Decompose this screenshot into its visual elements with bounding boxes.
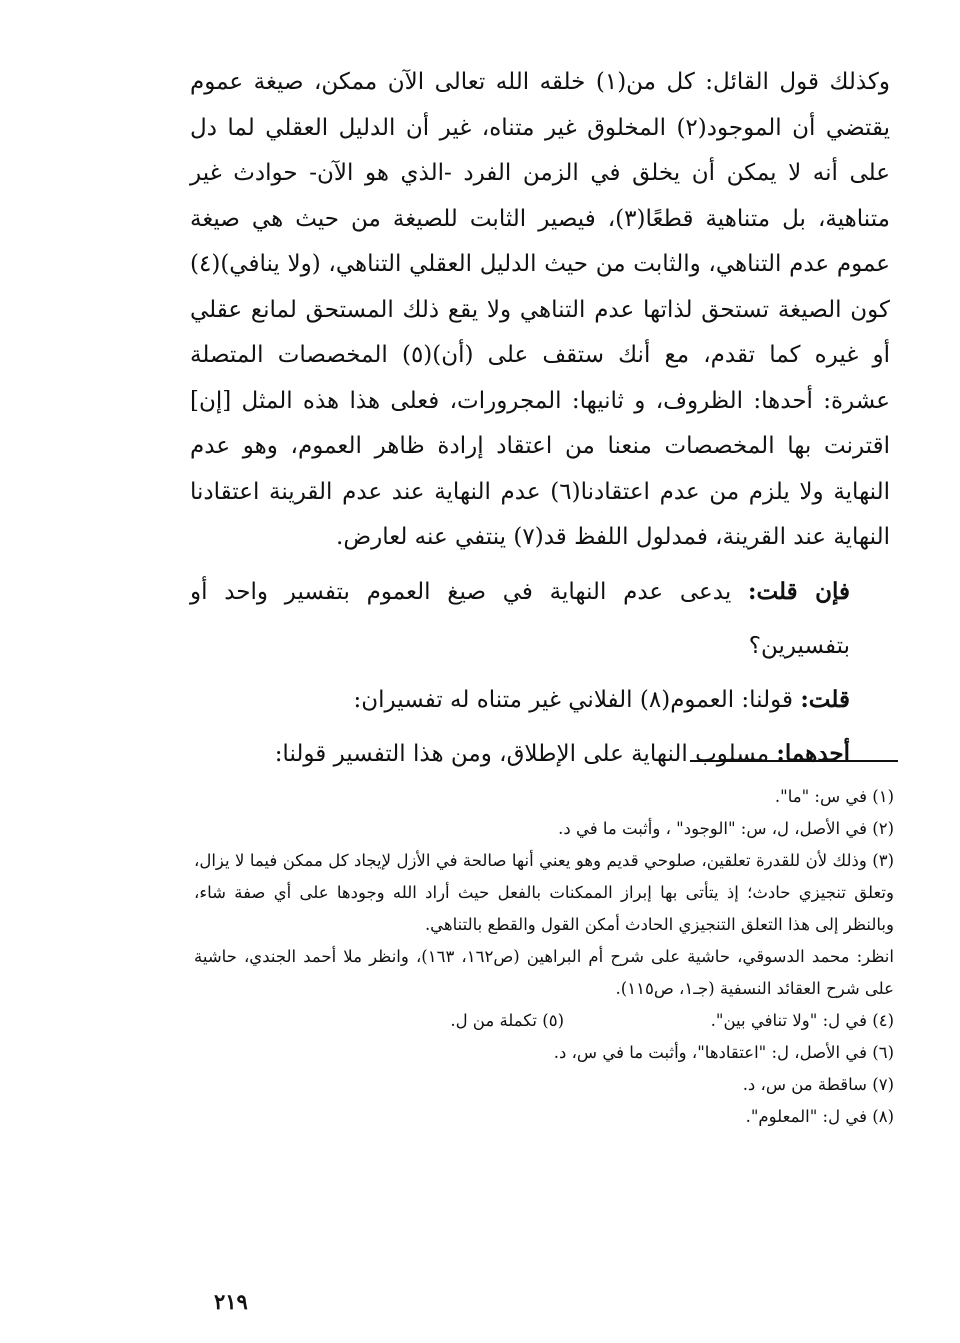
question-text: يدعى عدم النهاية في صيغ العموم بتفسير واحد أو بتفسيرين؟ bbox=[190, 578, 850, 659]
footnote-5: (٥) تكملة من ل. bbox=[450, 1011, 564, 1030]
footnote-divider bbox=[690, 760, 898, 762]
footnote-3-reference: انظر: محمد الدسوقي، حاشية على شرح أم البراهين (ص١٦٢، ١٦٣)، وانظر ملا أحمد الجندي، حاشية على شرح العقائد النسفية (جـ١، ص١١٥). bbox=[194, 947, 894, 998]
footnote-3: (٣) وذلك لأن للقدرة تعلقين، صلوحي قديم وهو يعني أنها صالحة في الأزل لإيجاد كل ممكن فيما لا يزال، وتعلق تنجيزي حادث؛ إذ يتأتى بها إبراز الممكنات بالفعل حيث أراد الله وجودها على أي صفة شاء، وبالنظر إلى هذا التعلق التنجيزي الحادث أمكن القول والقطع بالتناهي. bbox=[194, 851, 894, 934]
main-text bbox=[190, 60, 890, 781]
answer-text: قولنا: العموم(٨) الفلاني غير متناه له تفسيران: bbox=[353, 686, 801, 713]
answer-line bbox=[190, 673, 890, 727]
question-answer-block bbox=[190, 565, 890, 781]
footnote-4: (٤) في ل: "ولا تنافي بين". bbox=[710, 1011, 894, 1030]
first-interpretation-lead: أحدهما: bbox=[776, 739, 850, 767]
footnote-1: (١) في س: "ما". bbox=[774, 787, 894, 806]
page-number: ٢١٩ bbox=[214, 1289, 248, 1314]
main-paragraph: وكذلك قول القائل: كل من(١) خلقه الله تعالى الآن ممكن، صيغة عموم يقتضي أن الموجود(٢) المخلوق غير متناه، غير أن الدليل العقلي لما دل على أنه لا يمكن أن يخلق في الزمن الفرد -الذي هو الآن- حوادث غير متناهية، بل متناهية قطعًا(٣)، فيصير الثابت للصيغة من حيث هي صيغة عموم عدم التناهي، والثابت من حيث الدليل العقلي التناهي، (ولا ينافي)(٤) كون الصيغة تستحق لذاتها عدم التناهي ولا يقع ذلك المستحق لمانع عقلي أو غيره كما تقدم، مع أنك ستقف على (أن)(٥) المخصصات المتصلة عشرة: أحدها: الظروف، و ثانيها: المجرورات، فعلى هذا هذه المثل [إن] اقترنت بها المخصصات منعنا من اعتقاد إرادة ظاهر العموم، وهو عدم النهاية ولا يلزم من عدم اعتقادنا(٦) عدم النهاية عند عدم القرينة اعتقادنا النهاية عند القرينة، فمدلول اللفظ قد(٧) ينتفي عنه لعارض. bbox=[190, 69, 891, 550]
answer-lead: قلت: bbox=[800, 685, 850, 713]
footnotes bbox=[194, 781, 894, 1133]
question-lead: فإن قلت: bbox=[747, 577, 850, 605]
footnote-2: (٢) في الأصل، ل، س: "الوجود" ، وأثبت ما في د. bbox=[558, 819, 894, 838]
first-interpretation-line bbox=[190, 727, 890, 781]
question-line bbox=[190, 565, 890, 673]
first-interpretation-text: مسلوب النهاية على الإطلاق، ومن هذا التفسير قولنا: bbox=[274, 740, 777, 767]
footnote-6: (٦) في الأصل، ل: "اعتقادها"، وأثبت ما في س، د. bbox=[553, 1043, 894, 1062]
footnote-8: (٨) في ل: "المعلوم". bbox=[745, 1107, 894, 1126]
footnote-7: (٧) ساقطة من س، د. bbox=[742, 1075, 894, 1094]
footnote-row-4-5 bbox=[194, 1005, 894, 1037]
